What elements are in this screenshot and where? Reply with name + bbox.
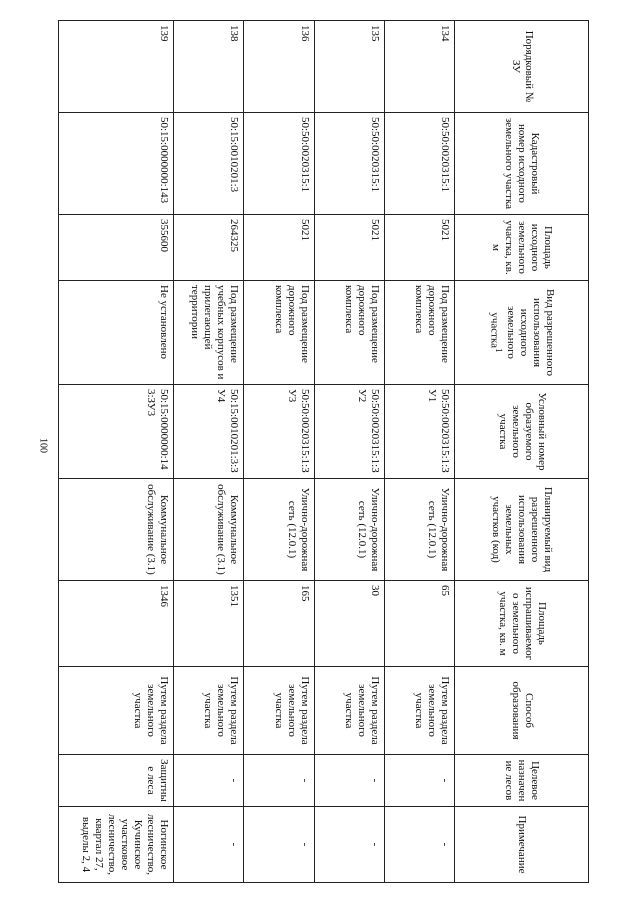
table-cell: Под размещение дорожного комплекса xyxy=(314,281,384,385)
table-cell: - xyxy=(173,755,243,807)
table-cell: - xyxy=(384,807,454,883)
table-cell: 1346 xyxy=(59,581,174,667)
table-cell: Под размещение дорожного комплекса xyxy=(384,281,454,385)
table-cell: 355600 xyxy=(59,215,174,281)
header-cell: Условный номер образуемого земельного участка xyxy=(455,385,589,479)
header-text: Вид разрешенного использования исходного земельного участка xyxy=(488,288,556,377)
table-header-row xyxy=(455,21,589,883)
table-cell: 138 xyxy=(173,21,243,113)
table-cell: 264325 xyxy=(173,215,243,281)
table-cell: Коммунальное обслуживание (3.1) xyxy=(173,479,243,581)
table-row xyxy=(314,21,384,883)
table-cell: - xyxy=(314,755,384,807)
header-cell: Кадастровый номер исходного земельного участка xyxy=(455,113,589,215)
header-cell xyxy=(455,281,589,385)
table-cell: 5021 xyxy=(244,215,314,281)
table-cell: 50:15:0000000:143 xyxy=(59,113,174,215)
header-cell: Примечание xyxy=(455,807,589,883)
table-row xyxy=(59,21,174,883)
header-cell: Способ образования xyxy=(455,667,589,755)
table-cell: 50:50:0020315:1:ЗУ1 xyxy=(384,385,454,479)
table-cell: - xyxy=(173,807,243,883)
table-cell: 50:50:0020315:1:ЗУ3 xyxy=(244,385,314,479)
table-cell: Путем раздела земельного участка xyxy=(173,667,243,755)
table-cell: 1351 xyxy=(173,581,243,667)
table-cell: Улично-дорожная сеть (12.0.1) xyxy=(384,479,454,581)
table-row xyxy=(244,21,314,883)
table-cell: 5021 xyxy=(314,215,384,281)
table-cell: Коммунальное обслуживание (3.1) xyxy=(59,479,174,581)
rotated-table-area xyxy=(58,20,589,882)
table-cell: 50:50:0020315:1:ЗУ2 xyxy=(314,385,384,479)
page-number: 100 xyxy=(37,438,49,453)
header-cell: Площадь испрашиваемого земельного участка, кв. м xyxy=(455,581,589,667)
table-cell: 136 xyxy=(244,21,314,113)
table-cell: Улично-дорожная сеть (12.0.1) xyxy=(314,479,384,581)
header-cell: Площадь исходного земельного участка, кв. м xyxy=(455,215,589,281)
table-cell: Путем раздела земельного участка xyxy=(314,667,384,755)
header-cell: Целевое назначение лесов xyxy=(455,755,589,807)
table-cell: Улично-дорожная сеть (12.0.1) xyxy=(244,479,314,581)
table-cell: 50:50:0020315:1 xyxy=(384,113,454,215)
table-cell: 50:15:0000000:143:ЗУ3 xyxy=(59,385,174,479)
table-cell: Под размещение учебных корпусов и прилегающей территории xyxy=(173,281,243,385)
table-cell: Путем раздела земельного участка xyxy=(59,667,174,755)
table-cell: Ногинское лесничество, Кучинское участковое лесничество, квартал 27, выделы 2, 4 xyxy=(59,807,174,883)
table-cell: 50:50:0020315:1 xyxy=(244,113,314,215)
table-cell: 139 xyxy=(59,21,174,113)
header-cell: Планируемый вид разрешенного использования земельных участков (код) xyxy=(455,479,589,581)
table-cell: Путем раздела земельного участка xyxy=(244,667,314,755)
table-cell: 50:15:0010201:3 xyxy=(173,113,243,215)
table-cell: 134 xyxy=(384,21,454,113)
table-cell: - xyxy=(384,755,454,807)
table-row xyxy=(384,21,454,883)
table-cell: Защитные леса xyxy=(59,755,174,807)
table-cell: 65 xyxy=(384,581,454,667)
table-cell: 165 xyxy=(244,581,314,667)
table-cell: 30 xyxy=(314,581,384,667)
table-cell: - xyxy=(314,807,384,883)
table-cell: - xyxy=(244,755,314,807)
table-row xyxy=(173,21,243,883)
table-cell: Под размещение дорожного комплекса xyxy=(244,281,314,385)
table-cell: - xyxy=(244,807,314,883)
table-cell: 5021 xyxy=(384,215,454,281)
table-cell: Путем раздела земельного участка xyxy=(384,667,454,755)
land-plots-table xyxy=(58,20,589,883)
header-cell: Порядковый № ЗУ xyxy=(455,21,589,113)
table-cell: 50:15:0010201:3:ЗУ4 xyxy=(173,385,243,479)
table-cell: 50:50:0020315:1 xyxy=(314,113,384,215)
header-footnote: 1 xyxy=(494,348,505,353)
table-cell: 135 xyxy=(314,21,384,113)
table-cell: Не установлено xyxy=(59,281,174,385)
